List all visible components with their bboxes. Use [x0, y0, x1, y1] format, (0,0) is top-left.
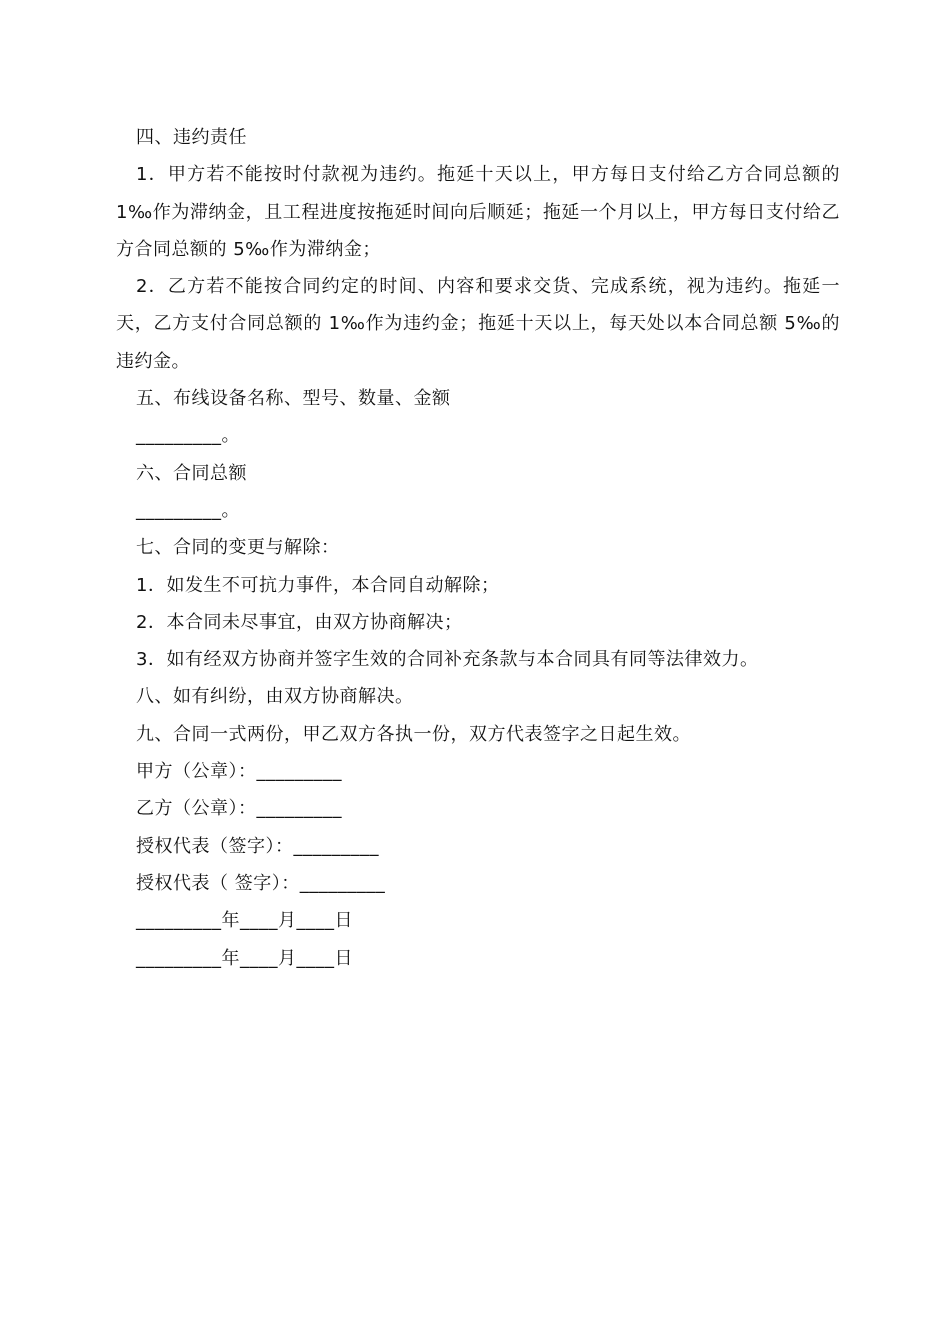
rep-b-signature-field: 授权代表（ 签字）：_________	[136, 872, 386, 894]
section-8: 八、如有纠纷，由双方协商解决。	[136, 686, 414, 708]
clause-4-2: 2．乙方若不能按合同约定的时间、内容和要求交货、完成系统，视为违约。拖延一天，乙方支付合同总额的 1‰作为违约金；拖延十天以上，每天处以本合同总额 5‰的违约金。	[116, 276, 840, 372]
document-body	[116, 119, 840, 977]
clause-4-1: 1．甲方若不能按时付款视为违约。拖延十天以上，甲方每日支付给乙方合同总额的1‰作为滞纳金，且工程进度按拖延时间向后顺延；拖延一个月以上，甲方每日支付给乙方合同总额的 5‰作为滞纳金；	[116, 164, 840, 260]
section-6-blank: _________。	[136, 499, 240, 521]
party-a-seal-field: 甲方（公章）：_________	[136, 761, 342, 783]
clause-7-1: 1．如发生不可抗力事件，本合同自动解除；	[136, 574, 500, 596]
section-5-blank: _________。	[136, 425, 240, 447]
clause-7-3: 3．如有经双方协商并签字生效的合同补充条款与本合同具有同等法律效力。	[136, 649, 759, 671]
section-9: 九、合同一式两份，甲乙双方各执一份，双方代表签字之日起生效。	[136, 723, 691, 745]
section-6-heading: 六、合同总额	[136, 462, 247, 484]
section-7-heading: 七、合同的变更与解除：	[136, 537, 340, 559]
party-b-seal-field: 乙方（公章）：_________	[136, 798, 342, 820]
date-a-field: _________年____月____日	[136, 910, 353, 932]
section-4-heading: 四、违约责任	[136, 127, 247, 148]
section-5-heading: 五、布线设备名称、型号、数量、金额	[136, 388, 451, 410]
date-b-field: _________年____月____日	[136, 947, 353, 969]
clause-7-2: 2．本合同未尽事宜，由双方协商解决；	[136, 611, 463, 633]
rep-a-signature-field: 授权代表（签字）：_________	[136, 835, 379, 857]
